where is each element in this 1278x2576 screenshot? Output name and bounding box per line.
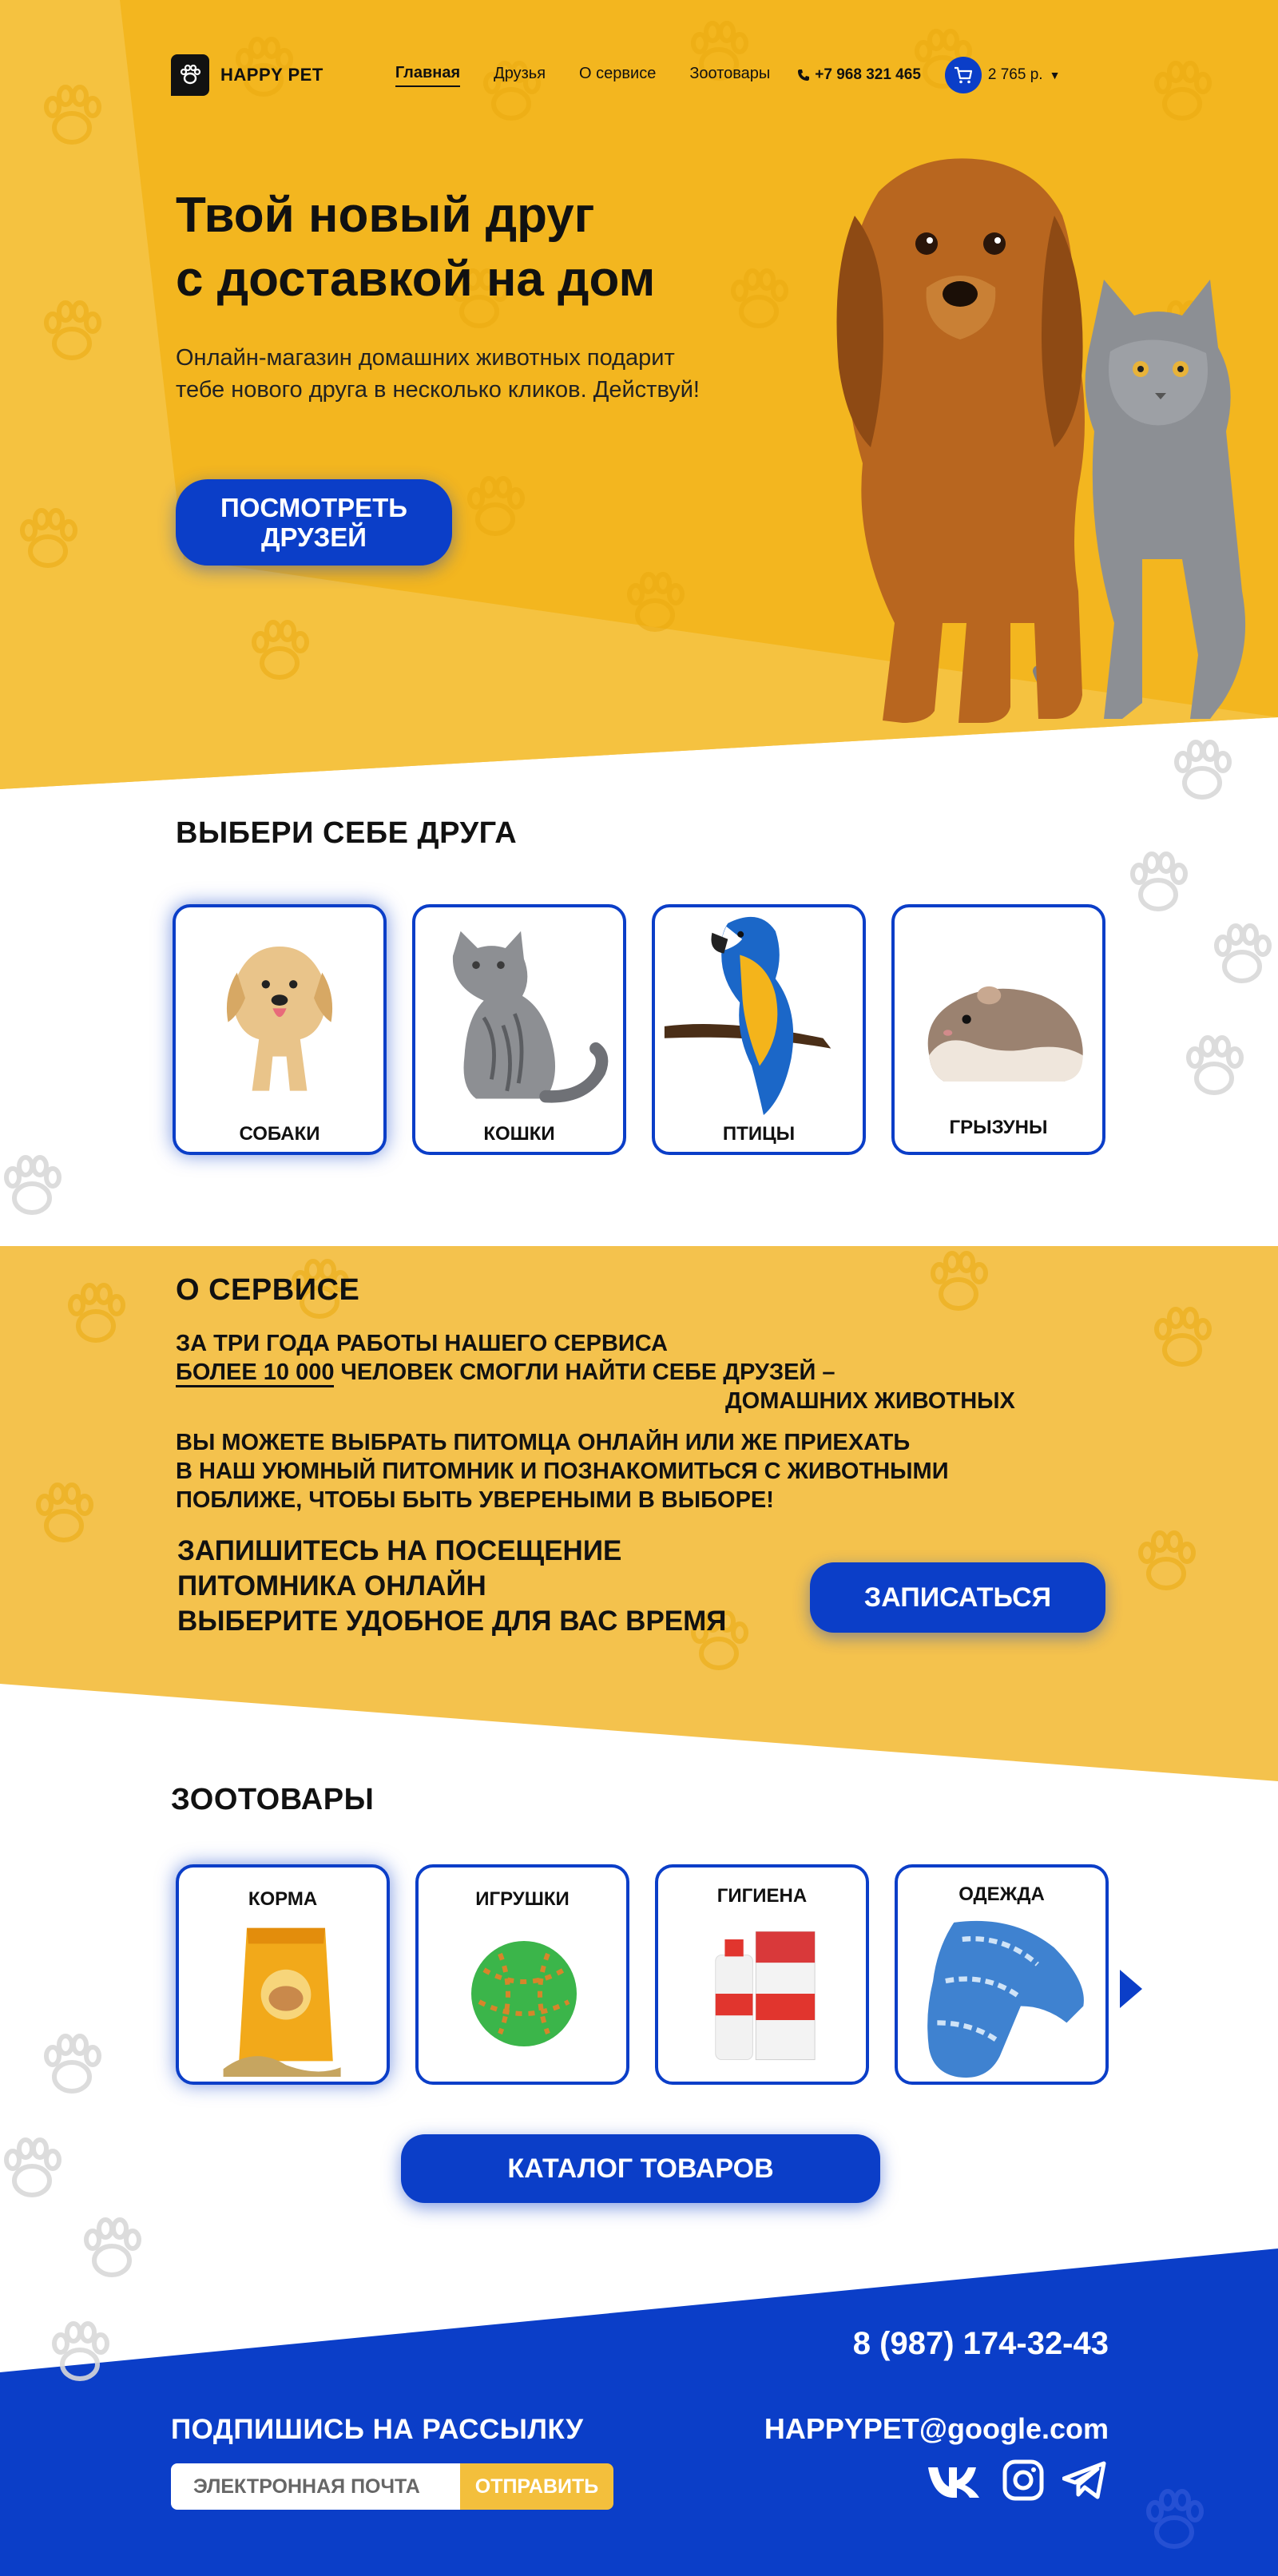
card-rodents[interactable] bbox=[891, 904, 1105, 1155]
subscribe-form bbox=[171, 2463, 613, 2510]
main-nav bbox=[395, 64, 770, 87]
visit-line1: ЗАПИШИТЕСЬ НА ПОСЕЩЕНИЕ bbox=[177, 1535, 622, 1566]
logo[interactable] bbox=[171, 54, 323, 96]
card-label: КОШКИ bbox=[483, 1123, 555, 1145]
about-line4: ВЫ МОЖЕТЕ ВЫБРАТЬ ПИТОМЦА ОНЛАЙН ИЛИ ЖЕ ПРИЕХАТЬ bbox=[176, 1430, 911, 1455]
vk-icon[interactable] bbox=[927, 2461, 984, 2499]
header bbox=[171, 53, 1105, 97]
card-label: ОДЕЖДА bbox=[958, 1883, 1045, 1905]
card-toys[interactable] bbox=[415, 1864, 629, 2085]
about-title: О СЕРВИСЕ bbox=[176, 1273, 360, 1307]
card-cats[interactable] bbox=[412, 904, 626, 1155]
card-hygiene[interactable] bbox=[655, 1864, 869, 2085]
hero-description: Онлайн-магазин домашних животных подарит тебе нового друга в несколько кликов. Действуй! bbox=[176, 345, 700, 403]
about-details bbox=[176, 1428, 1118, 1514]
card-label: ИГРУШКИ bbox=[475, 1888, 570, 1910]
card-birds[interactable] bbox=[652, 904, 866, 1155]
about-line1: ЗА ТРИ ГОДА РАБОТЫ НАШЕГО СЕРВИСА bbox=[176, 1331, 668, 1356]
puppy-icon bbox=[211, 923, 348, 1107]
card-clothes[interactable] bbox=[895, 1864, 1109, 2085]
chevron-down-icon[interactable]: ▼ bbox=[1049, 69, 1061, 81]
instagram-icon[interactable] bbox=[1002, 2459, 1045, 2502]
friends-title: ВЫБЕРИ СЕБЕ ДРУГА bbox=[176, 816, 518, 850]
footer-email[interactable]: HAPPYPET@google.com bbox=[764, 2412, 1109, 2445]
about-line3: ДОМАШНИХ ЖИВОТНЫХ bbox=[725, 1388, 1015, 1414]
hero-title bbox=[176, 184, 783, 312]
hamster-icon bbox=[912, 973, 1096, 1093]
card-feed[interactable] bbox=[176, 1864, 390, 2085]
card-label: КОРМА bbox=[248, 1888, 318, 1910]
nav-friends[interactable]: Друзья bbox=[494, 64, 546, 82]
ball-toy-icon bbox=[468, 1938, 580, 2050]
hygiene-bottle-icon bbox=[709, 1923, 818, 2064]
card-label: ГИГИЕНА bbox=[716, 1885, 808, 1907]
pet-clothes-icon bbox=[912, 1914, 1096, 2082]
about-line2 bbox=[176, 1358, 1070, 1387]
footer-phone[interactable]: 8 (987) 174-32-43 bbox=[852, 2326, 1109, 2361]
cart-icon bbox=[945, 57, 982, 93]
about-highlight: БОЛЕЕ 10 000 bbox=[176, 1359, 334, 1387]
telegram-icon[interactable] bbox=[1062, 2461, 1107, 2499]
nav-goods[interactable]: Зоотовары bbox=[689, 64, 771, 82]
dog-and-cat-icon bbox=[807, 144, 1278, 735]
hero-title-line1: Твой новый друг bbox=[176, 188, 595, 243]
goods-title: ЗООТОВАРЫ bbox=[171, 1783, 375, 1816]
nav-home[interactable]: Главная bbox=[395, 64, 460, 87]
parrot-icon bbox=[655, 907, 864, 1121]
social-links bbox=[927, 2459, 1107, 2502]
card-label: СОБАКИ bbox=[239, 1123, 320, 1145]
cart[interactable] bbox=[945, 57, 1061, 93]
next-arrow-icon[interactable] bbox=[1120, 1970, 1142, 2008]
card-dogs[interactable] bbox=[173, 904, 387, 1155]
phone-icon bbox=[797, 69, 810, 81]
about-line2-rest: ЧЕЛОВЕК СМОГЛИ НАЙТИ СЕБЕ ДРУЗЕЙ – bbox=[334, 1359, 835, 1385]
subscribe-title: ПОДПИШИСЬ НА РАССЫЛКУ bbox=[171, 2414, 584, 2445]
logo-text: HAPPY PET bbox=[220, 65, 323, 85]
feed-bag-icon bbox=[222, 1920, 350, 2077]
about-line5: В НАШ УЮМНЫЙ ПИТОМНИК И ПОЗНАКОМИТЬСЯ С ЖИВОТНЫМИ bbox=[176, 1459, 949, 1484]
nav-about[interactable]: О сервисе bbox=[579, 64, 657, 82]
about-line6: ПОБЛИЖЕ, ЧТОБЫ БЫТЬ УВЕРЕНЫМИ В ВЫБОРЕ! bbox=[176, 1487, 774, 1513]
view-friends-button[interactable]: ПОСМОТРЕТЬ ДРУЗЕЙ bbox=[176, 479, 452, 566]
visit-line2: ПИТОМНИКА ОНЛАЙН bbox=[177, 1570, 486, 1602]
phone-number: +7 968 321 465 bbox=[815, 66, 921, 83]
email-input[interactable] bbox=[171, 2463, 460, 2510]
card-label: ГРЫЗУНЫ bbox=[949, 1117, 1048, 1138]
about-stats bbox=[176, 1329, 1070, 1415]
visit-text bbox=[177, 1534, 726, 1639]
hero-title-line2: с доставкой на дом bbox=[176, 252, 656, 307]
cat-icon bbox=[428, 925, 617, 1110]
card-label: ПТИЦЫ bbox=[722, 1123, 796, 1145]
cart-total: 2 765 р. bbox=[987, 66, 1043, 83]
signup-button[interactable]: ЗАПИСАТЬСЯ bbox=[810, 1562, 1105, 1633]
paw-logo-icon bbox=[171, 54, 209, 96]
send-button[interactable]: ОТПРАВИТЬ bbox=[460, 2463, 613, 2510]
catalog-button[interactable]: КАТАЛОГ ТОВАРОВ bbox=[401, 2134, 880, 2203]
header-phone[interactable] bbox=[797, 66, 921, 84]
visit-line3: ВЫБЕРИТЕ УДОБНОЕ ДЛЯ ВАС ВРЕМЯ bbox=[177, 1606, 727, 1637]
